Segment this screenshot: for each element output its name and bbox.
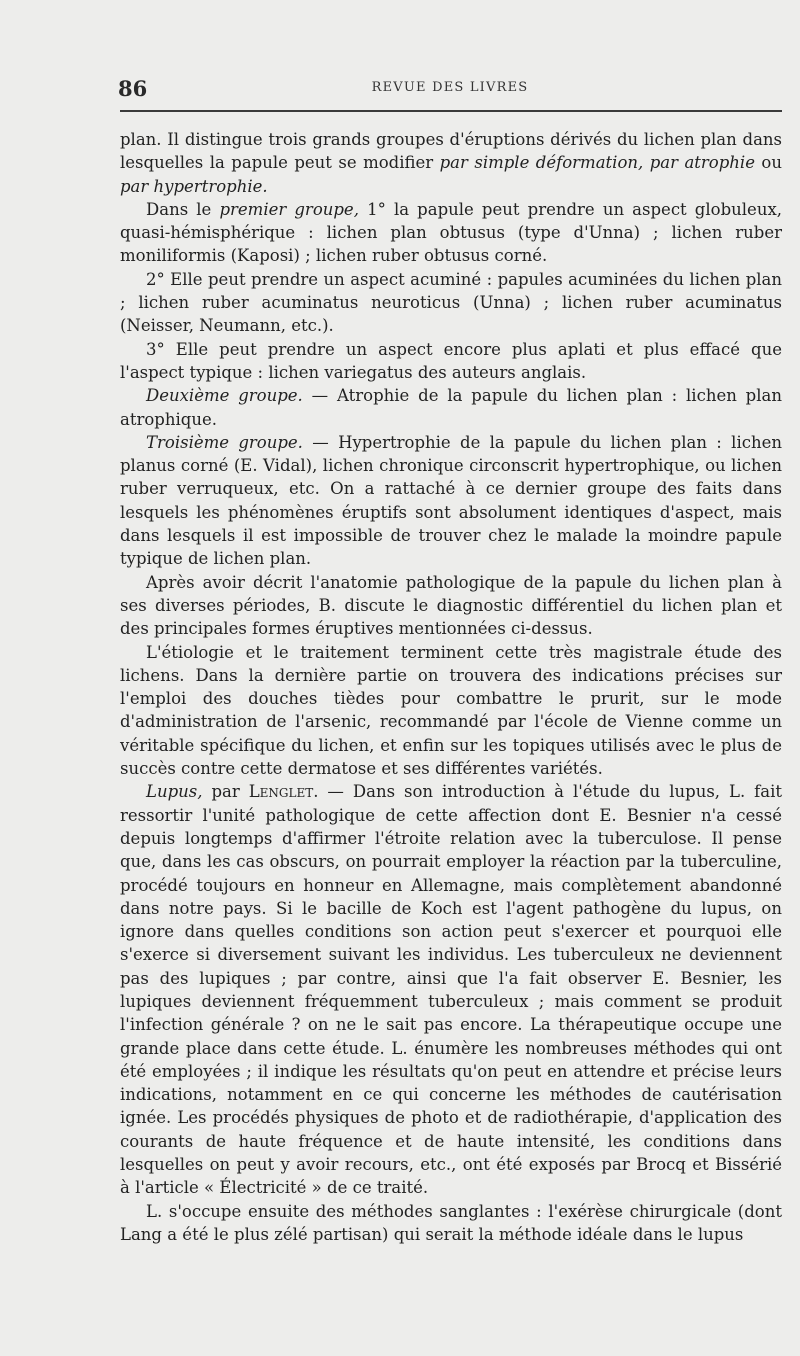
header-rule: [120, 110, 782, 112]
body-text: [120, 128, 782, 1246]
italic-text: par simple déformation, par atrophie: [439, 153, 755, 173]
text-run: ou: [754, 153, 782, 173]
paragraph: L. s'occupe ensuite des méthodes sanglantes : l'exérèse chirurgicale (dont Lang a été le plus zélé partisan) qui serait la méthode idéale dans le lupus: [120, 1201, 782, 1244]
paragraph: Après avoir décrit l'anatomie pathologique de la papule du lichen plan à ses diverses périodes, B. discute le diagnostic différentiel du lichen plan et des principales formes éruptives mentionnées ci-dessus.: [120, 572, 782, 639]
paragraph: L'étiologie et le traitement terminent cette très magistrale étude des lichens. Dans la dernière partie on trouvera des indications précises sur l'emploi des douches tièdes pour combattre le prurit, sur le mode d'administration de l'arsenic, recommandé par l'école de Vienne comme un véritable spécifique du lichen, et enfin sur les topiques utilisés avec le plus de succès contre cette dermatose et ses différentes variétés.: [120, 642, 782, 779]
text-run: par: [202, 782, 249, 802]
author-name: Lenglet.: [248, 782, 319, 802]
paragraph: [120, 431, 782, 571]
italic-text: Lupus,: [146, 782, 203, 802]
italic-text: Deuxième groupe.: [146, 386, 303, 406]
text-run: — Hypertrophie de la papule du lichen plan : lichen planus corné (E. Vidal), lichen chronique circonscrit hypertrophique, ou lichen ruber verruqueux, etc. On a rattaché à ce dernier groupe des faits dans lesquels les phénomènes éruptifs sont absolument identiques d'aspect, mais dans lesquels il est impossible de trouver chez le malade la moindre papule typique de lichen plan.: [120, 432, 782, 569]
paragraph: [120, 128, 782, 198]
text-run: — Dans son introduction à l'étude du lupus, L. fait ressortir l'unité pathologique de cette affection dont E. Besnier n'a cessé depuis longtemps d'affirmer l'étroite relation avec la tuberculose. Il pense que, dans les cas obscurs, on pourrait employer la réaction par la tuberculine, procédé toujours en honneur en Allemagne, mais complètement abandonné dans notre pays. Si le bacille de Koch est l'agent pathogène du lupus, on ignore dans quelles conditions son action peut s'exercer et pourquoi elle s'exerce si diversement suivant les individus. Les tuberculeux ne deviennent pas des lupiques ; par contre, ainsi que l'a fait observer E. Besnier, les lupiques deviennent fréquemment tuberculeux ; mais comment se produit l'infection générale ? on ne le sait pas encore. La thérapeutique occupe une grande place dans cette étude. L. énumère les nombreuses méthodes qui ont été employées ; il indique les résultats qu'on peut en attendre et précise leurs indications, notamment en ce qui concerne les méthodes de cautérisation ignée. Les procédés physiques de photo et de radiothérapie, d'application des courants de haute fréquence et de haute intensité, les conditions dans lesquelles on peut y avoir recours, etc., ont été exposés par Brocq et Bissérié à l'article « Électricité » de ce traité.: [120, 782, 782, 1198]
text-run: — Atrophie de la papule du lichen plan : lichen plan atrophique.: [120, 386, 782, 429]
paragraph: 2° Elle peut prendre un aspect acuminé : papules acuminées du lichen plan ; lichen ruber acuminatus neuroticus (Unna) ; lichen ruber acuminatus (Neisser, Neumann, etc.).: [120, 269, 782, 336]
page-number: 86: [118, 76, 148, 101]
italic-text: premier groupe,: [219, 199, 359, 219]
text-run: Dans le: [146, 199, 220, 219]
italic-text: par hypertrophie.: [120, 176, 268, 196]
running-title: REVUE DES LIVRES: [371, 80, 529, 95]
paragraph: [120, 384, 782, 431]
paragraph: [120, 780, 782, 1199]
text-run: plan. Il distingue trois grands groupes d'éruptions dérivés du lichen plan dans lesquelles la papule peut se modifier: [120, 130, 782, 173]
italic-text: Troisième groupe.: [146, 432, 303, 452]
paragraph: 3° Elle peut prendre un aspect encore plus aplati et plus effacé que l'aspect typique : lichen variegatus des auteurs anglais.: [120, 339, 782, 382]
paragraph: [120, 198, 782, 268]
page-header: [118, 76, 782, 100]
text-run: 1° la papule peut prendre un aspect globuleux, quasi-hémisphérique : lichen plan obtusus (type d'Unna) ; lichen ruber moniliformis (Kaposi) ; lichen ruber obtusus corné.: [120, 199, 782, 266]
